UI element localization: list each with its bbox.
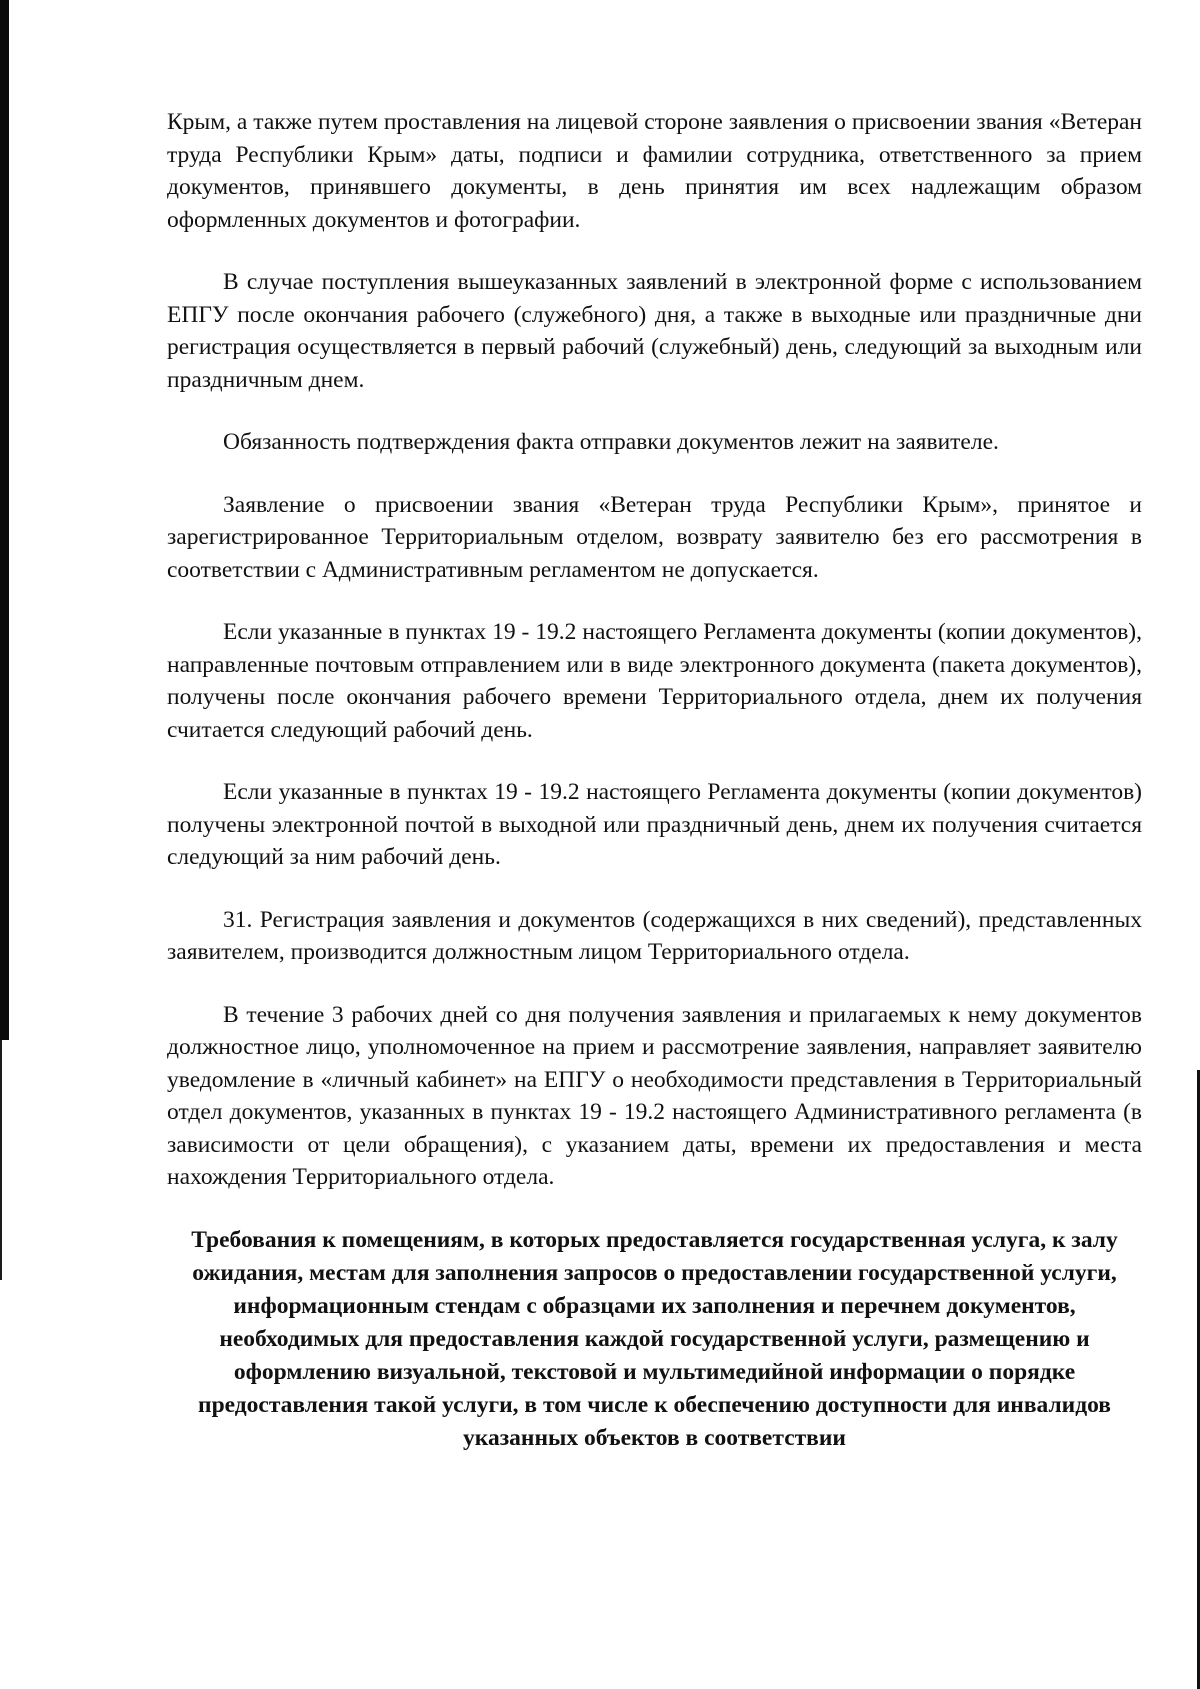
scan-edge-left-thin [0,1040,2,1280]
paragraph-postal-receipt: Если указанные в пунктах 19 - 19.2 настоящего Регламента документы (копии документов), направленные почтовым отправлением или в виде электронного документа (пакета документов), получены после окончания рабочего времени Территориального отдела, днем их получения считается следующий рабочий день. [167,619,1142,743]
paragraph-continuation: Крым, а также путем проставления на лицевой стороне заявления о присвоении звания «Ветеран труда Республики Крым» даты, подписи и фамилии сотрудника, ответственного за прием документов, принявшего документы, в день принятия им всех надлежащим образом оформленных документов и фотографии. [167,109,1142,233]
scan-edge-left [0,0,9,1040]
paragraph-no-return: Заявление о присвоении звания «Ветеран труда Республики Крым», принятое и зарегистрированное Территориальным отделом, возврату заявителю без его рассмотрения в соответствии с Административным регламентом не допускается. [167,491,1142,583]
paragraph-notification: В течение 3 рабочих дней со дня получения заявления и прилагаемых к нему документов должностное лицо, уполномоченное на прием и рассмотрение заявления, направляет заявителю уведомление в «личный кабинет» на ЕПГУ о необходимости представления в Территориальный отдел документов, указанных в пунктах 19 - 19.2 настоящего Административного регламента (в зависимости от цели обращения), с указанием даты, времени их предоставления и места нахождения Территориального отдела. [167,1001,1142,1190]
section-heading: Требования к помещениям, в которых предоставляется государственная услуга, к залу ожидания, местам для заполнения запросов о предоставлении государственной услуги, информационным стендам с образцами их заполнения и перечнем документов, необходимых для предоставления каждой государственной услуги, размещению и оформлению визуальной, текстовой и мультимедийной информации о порядке предоставления такой услуги, в том числе к обеспечению доступности для инвалидов указанных объектов в соответствии [191,1226,1118,1451]
paragraph-item-31: 31. Регистрация заявления и документов (содержащихся в них сведений), представленных заявителем, производится должностным лицом Территориального отдела. [167,906,1142,965]
document-page [167,106,1142,1455]
paragraph-electronic-submission: В случае поступления вышеуказанных заявлений в электронной форме с использованием ЕПГУ после окончания рабочего (служебного) дня, а также в выходные или праздничные дни регистрация осуществляется в первый рабочий (служебный) день, следующий за выходным или праздничным днем. [167,269,1142,393]
paragraph-sending-confirmation: Обязанность подтверждения факта отправки документов лежит на заявителе. [223,429,999,455]
paragraph-email-receipt: Если указанные в пунктах 19 - 19.2 настоящего Регламента документы (копии документов) получены электронной почтой в выходной или праздничный день, днем их получения считается следующий за ним рабочий день. [167,779,1142,870]
